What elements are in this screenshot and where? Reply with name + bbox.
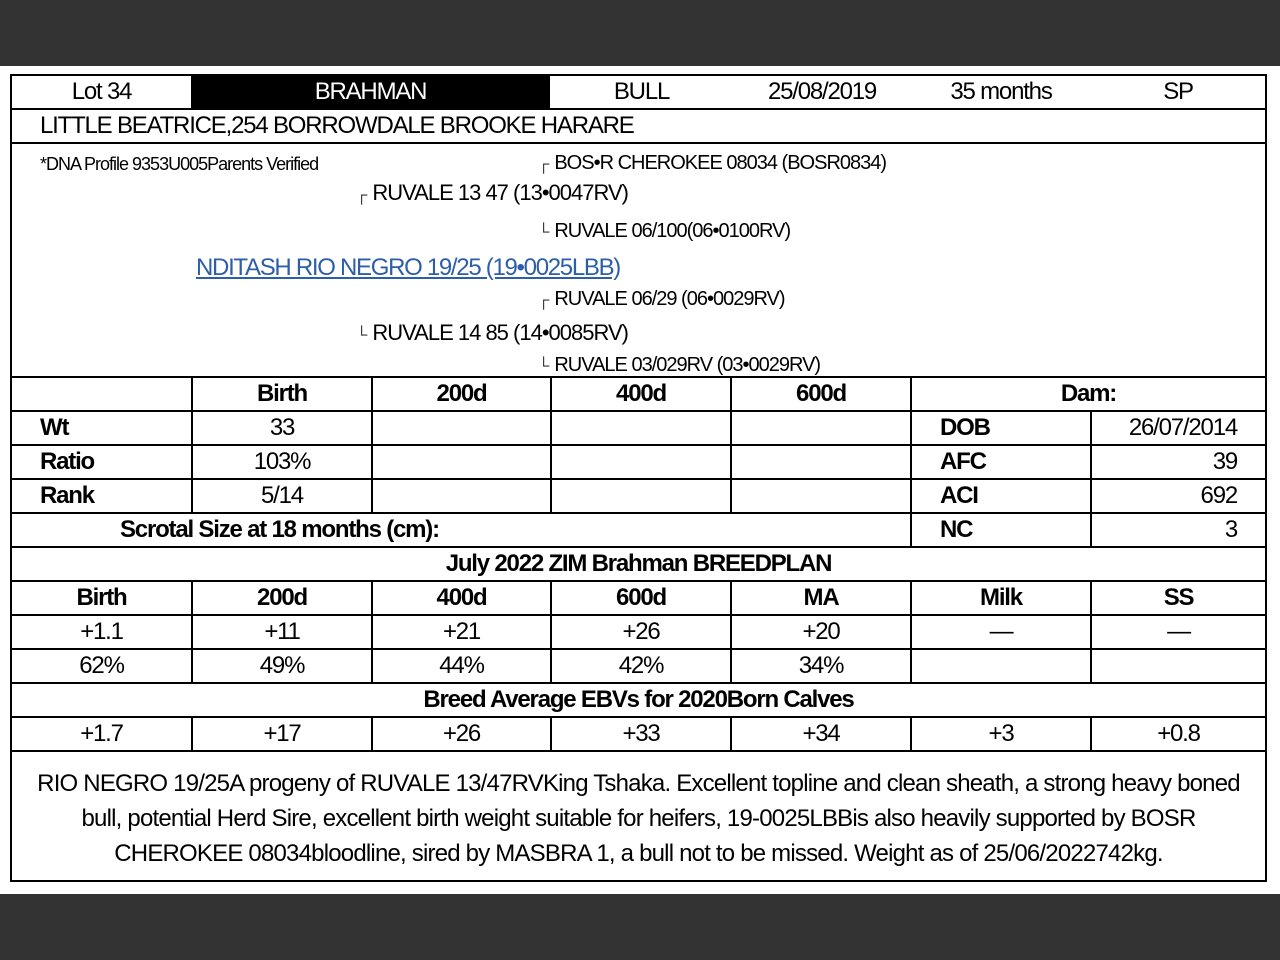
scrotal-label: Scrotal Size at 18 months (cm): (120, 516, 439, 543)
dam-value: 26/07/2014 (1090, 412, 1265, 444)
age-label: 35 months (950, 78, 1052, 105)
ebv-value: +21 (371, 616, 550, 648)
breed-average-title-row (12, 684, 1265, 718)
dna-profile: *DNA Profile 9353U005Parents Verified (40, 154, 319, 174)
perf-header-400d: 400d (550, 378, 730, 410)
ratio-birth: 103% (191, 446, 371, 478)
nc-value: 3 (1090, 514, 1265, 546)
weight-600d (730, 412, 910, 444)
pedigree-sd: └ RUVALE 14 85 (14•0085RV) (356, 320, 628, 345)
ebv-value: +11 (191, 616, 371, 648)
dam-key: DOB (910, 412, 1090, 444)
bracket-bottom-icon: └ (538, 224, 549, 241)
rank-row (12, 480, 1265, 514)
perf-header-birth: Birth (191, 378, 371, 410)
sex-label: BULL (613, 78, 670, 105)
ratio-row (12, 446, 1265, 480)
accuracy-value: 44% (371, 650, 550, 682)
breed-average-title: Breed Average EBVs for 2020Born Calves (423, 686, 854, 713)
accuracy-value: 34% (730, 650, 910, 682)
lot-card (10, 74, 1267, 882)
accuracy-value (910, 650, 1090, 682)
dam-header: Dam: (910, 378, 1265, 410)
row-label: Wt (40, 414, 69, 441)
average-value: +0.8 (1090, 718, 1265, 750)
accuracy-value: 62% (79, 652, 124, 679)
accuracy-value (1090, 650, 1265, 682)
dam-value: 692 (1090, 480, 1265, 512)
pedigree-sds: ┌ RUVALE 06/29 (06•0029RV) (538, 288, 785, 310)
breedplan-title-row (12, 548, 1265, 582)
dam-key: AFC (910, 446, 1090, 478)
ebv-header: Birth (76, 584, 127, 611)
ebv-value: +20 (730, 616, 910, 648)
bracket-top-icon: ┌ (538, 156, 549, 173)
sire-link[interactable]: NDITASH RIO NEGRO 19/25 (19•0025LBB) (196, 254, 621, 281)
ebv-values-row (12, 616, 1265, 650)
accuracy-value: 42% (550, 650, 730, 682)
bracket-bottom-icon: └ (538, 358, 549, 375)
bracket-top-icon: ┌ (356, 187, 367, 204)
pedigree-sss: ┌ BOS•R CHEROKEE 08034 (BOSR0834) (538, 152, 887, 174)
pedigree-ssd: └ RUVALE 06/100(06•0100RV) (538, 220, 791, 242)
lot-number: Lot 34 (71, 78, 132, 105)
rank-200d (371, 480, 550, 512)
row-label: Ratio (40, 448, 95, 475)
pedigree-ss: ┌ RUVALE 13 47 (13•0047RV) (356, 180, 628, 205)
nc-key: NC (910, 514, 1090, 546)
ebv-header: SS (1090, 582, 1265, 614)
average-value: +33 (550, 718, 730, 750)
owner-row (12, 110, 1265, 144)
perf-header-600d: 600d (730, 378, 910, 410)
rank-400d (550, 480, 730, 512)
dam-key: ACI (910, 480, 1090, 512)
breed-average-row (12, 718, 1265, 752)
ebv-header-row (12, 582, 1265, 616)
header-row (12, 76, 1265, 110)
bracket-top-icon: ┌ (538, 292, 549, 309)
breed-label: BRAHMAN (191, 76, 550, 108)
performance-header-row (12, 378, 1265, 412)
ebv-value: — (910, 616, 1090, 648)
ratio-200d (371, 446, 550, 478)
weight-birth: 33 (191, 412, 371, 444)
accuracy-row (12, 650, 1265, 684)
ratio-400d (550, 446, 730, 478)
catalogue-page (0, 66, 1280, 894)
pedigree-block (12, 144, 1265, 378)
ebv-value: +26 (550, 616, 730, 648)
breedplan-title: July 2022 ZIM Brahman BREEDPLAN (445, 550, 832, 577)
bracket-bottom-icon: └ (356, 327, 367, 344)
ebv-value: — (1090, 616, 1265, 648)
perf-header-200d: 200d (371, 378, 550, 410)
ratio-600d (730, 446, 910, 478)
average-value: +1.7 (80, 720, 123, 747)
rank-600d (730, 480, 910, 512)
average-value: +34 (730, 718, 910, 750)
owner-address: LITTLE BEATRICE,254 BORROWDALE BROOKE HARARE (40, 112, 634, 139)
weight-400d (550, 412, 730, 444)
average-value: +17 (191, 718, 371, 750)
ebv-header: 600d (550, 582, 730, 614)
scrotal-row (12, 514, 1265, 548)
rank-birth: 5/14 (191, 480, 371, 512)
accuracy-value: 49% (191, 650, 371, 682)
ebv-header: Milk (910, 582, 1090, 614)
dam-value: 39 (1090, 446, 1265, 478)
row-label: Rank (40, 482, 94, 509)
ebv-header: 400d (371, 582, 550, 614)
ebv-value: +1.1 (80, 618, 123, 645)
average-value: +26 (371, 718, 550, 750)
pedigree-sdd: └ RUVALE 03/029RV (03•0029RV) (538, 354, 821, 376)
ebv-header: 200d (191, 582, 371, 614)
weight-row (12, 412, 1265, 446)
birth-date: 25/08/2019 (767, 78, 877, 105)
registration-code: SP (1163, 78, 1193, 105)
weight-200d (371, 412, 550, 444)
average-value: +3 (910, 718, 1090, 750)
ebv-header: MA (730, 582, 910, 614)
lot-description: RIO NEGRO 19/25A progeny of RUVALE 13/47RVKing Tshaka. Excellent topline and clean sheath, a strong heavy boned bull, potential Herd Sire, excellent birth weight suitable for heifers, 19-0025LBBis also heavily supported by BOSR CHEROKEE 08034bloodline, sired by MASBRA 1, a bull not to be missed. Weight as of 25/06/2022742kg. (37, 770, 1240, 867)
